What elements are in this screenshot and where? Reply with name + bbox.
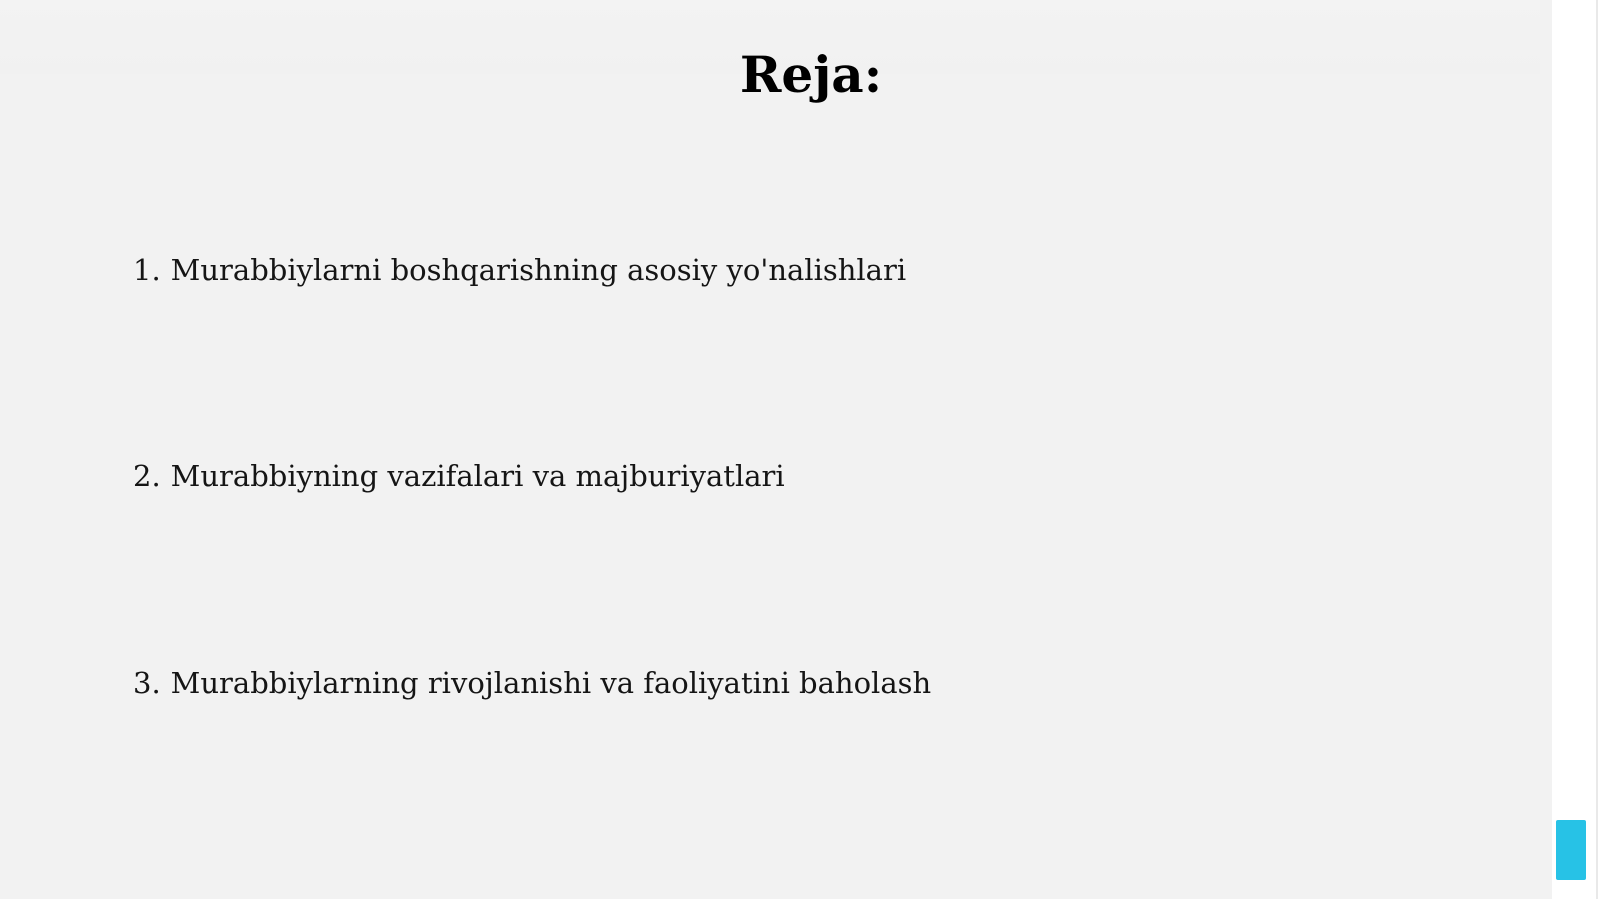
plan-item-text: Murabbiylarning rivojlanishi va faoliyatini baholash (170, 666, 932, 700)
plan-item-number: 2. (133, 459, 161, 493)
plan-item-text: Murabbiylarni boshqarishning asosiy yo'nalishlari (170, 253, 907, 287)
plan-item-text: Murabbiyning vazifalari va majburiyatlari (170, 459, 785, 493)
scrollbar-thumb[interactable] (1556, 820, 1586, 880)
plan-item-number: 3. (133, 666, 161, 700)
plan-item-number: 1. (133, 253, 161, 287)
edge-divider (1596, 0, 1598, 899)
plan-item-1 (133, 250, 906, 290)
slide-title: Reja: (739, 45, 883, 104)
plan-item-2 (133, 456, 785, 496)
right-margin (1552, 0, 1600, 899)
plan-item-3 (133, 663, 931, 703)
